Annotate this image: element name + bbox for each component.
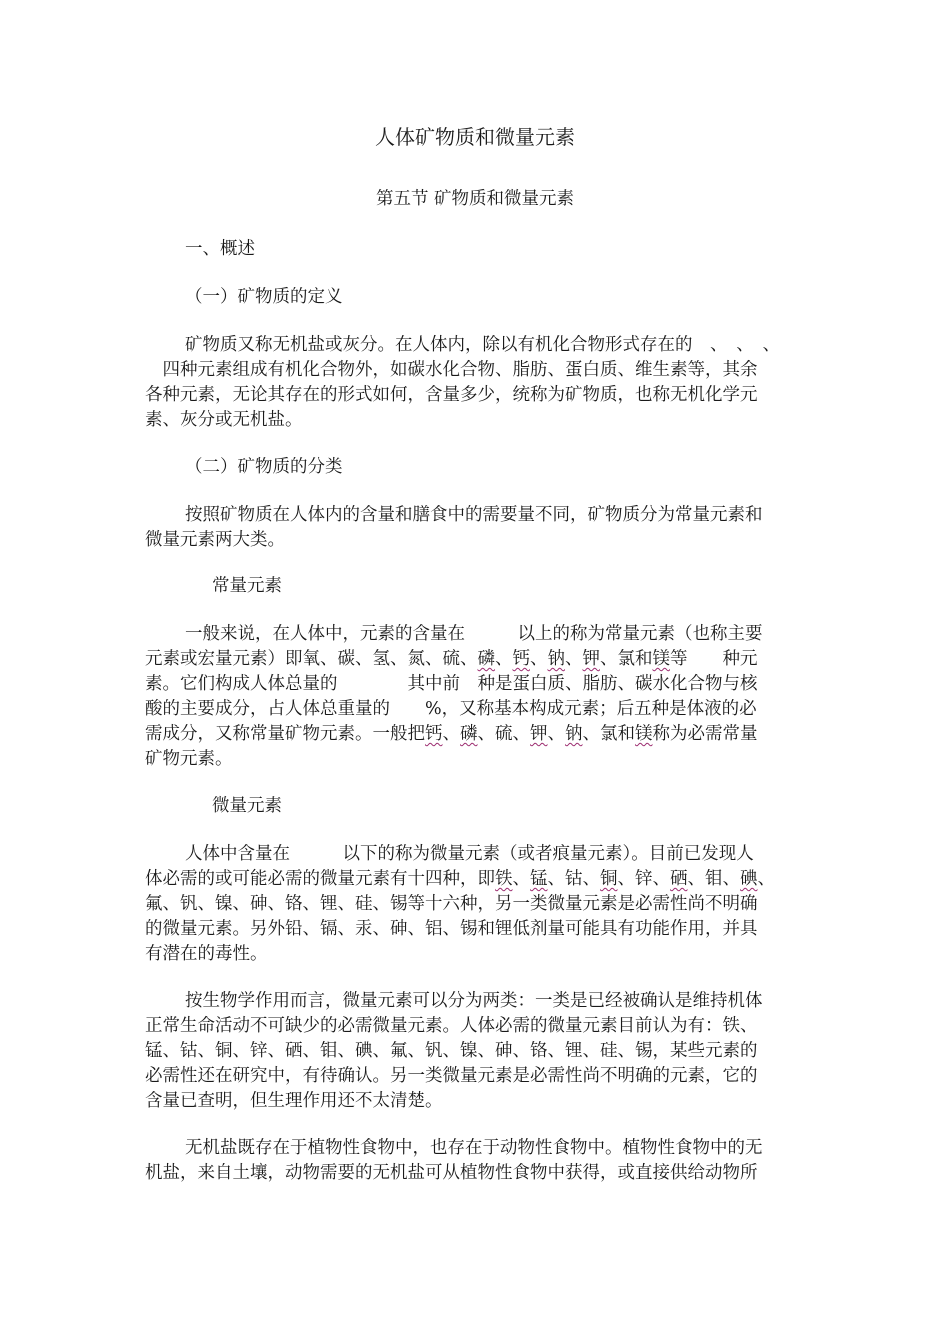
element-calcium: 钙 bbox=[425, 724, 443, 744]
element-potassium: 钾 bbox=[530, 724, 548, 744]
separator: 、 bbox=[722, 869, 740, 889]
separator: 、 bbox=[617, 869, 635, 889]
text-run: 、氯和 bbox=[582, 724, 635, 744]
heading-classification: （二）矿物质的分类 bbox=[185, 457, 343, 477]
element-sodium: 钠 bbox=[565, 724, 583, 744]
heading-macro-elements: 常量元素 bbox=[212, 576, 282, 596]
text-run: 需成分，又称常量矿物元素。一般把 bbox=[145, 724, 425, 744]
paragraph-line: 各种元素，无论其存在的形式如何，含量多少，统称为矿物质，也称无机化学元 bbox=[145, 385, 758, 405]
text-run: 等 种元 bbox=[670, 649, 758, 669]
element-cobalt: 钴 bbox=[565, 869, 583, 889]
element-phosphorus: 磷 bbox=[460, 724, 478, 744]
paragraph-line: 酸的主要成分，占人体总重量的 %，又称基本构成元素；后五种是体液的必 bbox=[145, 699, 757, 719]
separator: 、 bbox=[477, 724, 495, 744]
element-potassium: 钾 bbox=[582, 649, 600, 669]
paragraph-line: 氟、钒、镍、砷、铬、锂、硅、锡等十六种，另一类微量元素是必需性尚不明确 bbox=[145, 894, 758, 914]
element-magnesium: 镁 bbox=[652, 649, 670, 669]
element-selenium: 硒 bbox=[670, 869, 688, 889]
paragraph-line: 的微量元素。另外铅、镉、汞、砷、铝、锡和锂低剂量可能具有功能作用，并具 bbox=[145, 919, 758, 939]
paragraph-line: 无机盐既存在于植物性食物中，也存在于动物性食物中。植物性食物中的无 bbox=[185, 1138, 763, 1158]
element-sulfur: 硫 bbox=[495, 724, 513, 744]
text-run: 称为必需常量 bbox=[652, 724, 758, 744]
element-molybdenum: 钼 bbox=[705, 869, 723, 889]
paragraph-line: 素、灰分或无机盐。 bbox=[145, 410, 303, 430]
element-copper: 铜 bbox=[600, 869, 618, 889]
paragraph-line: 一般来说，在人体中，元素的含量在 以上的称为常量元素（也称主要 bbox=[185, 624, 763, 644]
separator: 、 bbox=[512, 724, 530, 744]
heading-definition: （一）矿物质的定义 bbox=[185, 287, 343, 307]
paragraph-line: 必需性还在研究中，有待确认。另一类微量元素是必需性尚不明确的元素，它的 bbox=[145, 1066, 758, 1086]
paragraph-line: 有潜在的毒性。 bbox=[145, 944, 268, 964]
element-calcium: 钙 bbox=[512, 649, 530, 669]
paragraph-line: 矿物元素。 bbox=[145, 749, 233, 769]
section-subtitle: 第五节 矿物质和微量元素 bbox=[375, 189, 575, 209]
element-iodine: 碘 bbox=[740, 869, 758, 889]
separator: 、 bbox=[495, 649, 513, 669]
paragraph-line: 微量元素两大类。 bbox=[145, 530, 285, 550]
document-title: 人体矿物质和微量元素 bbox=[375, 125, 575, 149]
paragraph-line: 锰、钴、铜、锌、硒、钼、碘、氟、钒、镍、砷、铬、锂、硅、锡，某些元素的 bbox=[145, 1041, 758, 1061]
separator: 、 bbox=[687, 869, 705, 889]
separator: 、 bbox=[547, 869, 565, 889]
separator: 、 bbox=[757, 869, 775, 889]
paragraph-line: 按生物学作用而言，微量元素可以分为两类：一类是已经被确认是维持机体 bbox=[185, 991, 763, 1011]
separator: 、 bbox=[565, 649, 583, 669]
text-run: 、氯和 bbox=[600, 649, 653, 669]
paragraph-line: 素。它们构成人体总量的 其中前 种是蛋白质、脂肪、碳水化合物与核 bbox=[145, 674, 758, 694]
text-run: 元素或宏量元素）即氧、碳、氢、氮、硫、 bbox=[145, 649, 478, 669]
element-zinc: 锌 bbox=[635, 869, 653, 889]
paragraph-line: 正常生命活动不可缺少的必需微量元素。人体必需的微量元素目前认为有：铁、 bbox=[145, 1016, 758, 1036]
paragraph-line bbox=[145, 647, 758, 672]
text-run: 体必需的或可能必需的微量元素有十四种，即 bbox=[145, 869, 495, 889]
element-phosphorus: 磷 bbox=[477, 649, 495, 669]
separator: 、 bbox=[512, 869, 530, 889]
heading-trace-elements: 微量元素 bbox=[212, 796, 282, 816]
paragraph-line bbox=[145, 722, 758, 747]
element-iron: 铁 bbox=[495, 869, 513, 889]
paragraph-line: 四种元素组成有机化合物外，如碳水化合物、脂肪、蛋白质、维生素等，其余 bbox=[145, 360, 758, 380]
paragraph-line bbox=[145, 867, 775, 892]
separator: 、 bbox=[442, 724, 460, 744]
element-sodium: 钠 bbox=[547, 649, 565, 669]
paragraph-line: 人体中含量在 以下的称为微量元素（或者痕量元素）。目前已发现人 bbox=[185, 844, 754, 864]
paragraph-line: 机盐，来自土壤，动物需要的无机盐可从植物性食物中获得，或直接供给动物所 bbox=[145, 1163, 758, 1183]
separator: 、 bbox=[652, 869, 670, 889]
paragraph-line: 按照矿物质在人体内的含量和膳食中的需要量不同，矿物质分为常量元素和 bbox=[185, 505, 763, 525]
paragraph-line: 含量已查明，但生理作用还不太清楚。 bbox=[145, 1091, 443, 1111]
separator: 、 bbox=[582, 869, 600, 889]
heading-overview: 一、概述 bbox=[185, 239, 255, 259]
separator: 、 bbox=[530, 649, 548, 669]
separator: 、 bbox=[547, 724, 565, 744]
element-manganese: 锰 bbox=[530, 869, 548, 889]
paragraph-line: 矿物质又称无机盐或灰分。在人体内，除以有机化合物形式存在的 、 、 、 bbox=[185, 335, 780, 355]
element-magnesium: 镁 bbox=[635, 724, 653, 744]
